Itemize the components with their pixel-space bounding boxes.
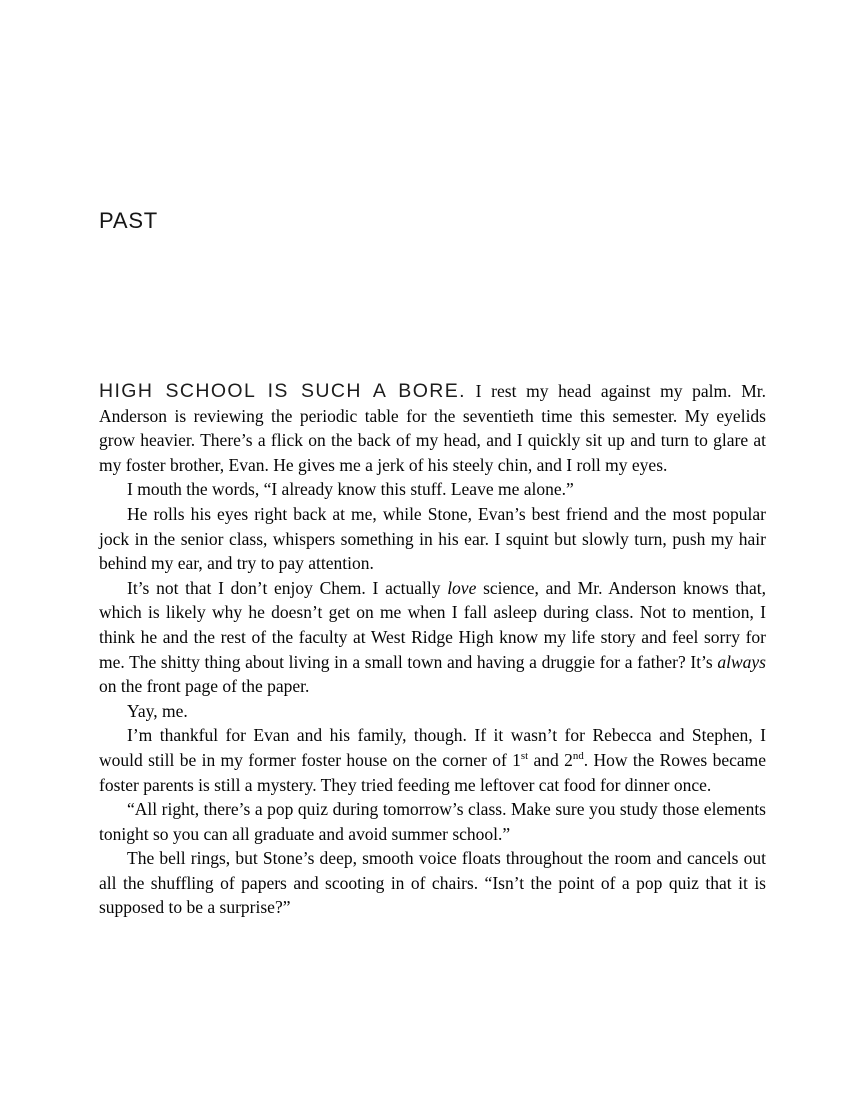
chapter-opener-run-in: HIGH SCHOOL IS SUCH A BORE. <box>99 380 466 402</box>
paragraph <box>99 576 766 699</box>
text-run: He rolls his eyes right back at me, while Stone, Evan’s best friend and the most popular jock in the senior class, whispers something in his ear. I squint but slowly turn, push my hair behind my ear, and try to pay attention. <box>99 503 766 574</box>
paragraph <box>99 699 766 724</box>
text-run: I rest my head against my palm. Mr. Anderson is reviewing the periodic table for the seventieth time this semester. My eyelids grow heavier. There’s a flick on the back of my head, and I quickly sit up and turn to glare at my foster brother, Evan. He gives me a jerk of his steely chin, and I roll my eyes. <box>99 381 767 475</box>
italic-text: always <box>717 651 766 672</box>
text-run: science, and Mr. Anderson knows that, which is likely why he doesn’t get on me when I fall asleep during class. Not to mention, I think he and the rest of the faculty at West Ridge High know my life story and feel sorry for me. The shitty thing about living in a small town and having a druggie for a father? It’s <box>99 577 766 672</box>
superscript-ordinal: st <box>520 750 529 763</box>
text-run: on the front page of the paper. <box>99 676 310 697</box>
paragraph <box>99 477 766 502</box>
paragraph <box>99 797 766 846</box>
paragraph <box>99 846 766 920</box>
superscript-ordinal: nd <box>572 750 584 763</box>
text-run: I mouth the words, “I already know this stuff. Leave me alone.” <box>127 479 574 500</box>
text-run: The bell rings, but Stone’s deep, smooth voice floats throughout the room and cancels out all the shuffling of papers and scooting in of chairs. “Isn’t the point of a pop quiz that it is supposed to be a surprise?” <box>99 848 766 918</box>
paragraph <box>99 502 766 576</box>
body-text <box>99 379 766 920</box>
chapter-heading: PAST <box>99 208 159 233</box>
paragraph <box>99 379 766 477</box>
text-run: It’s not that I don’t enjoy Chem. I actually <box>127 577 448 598</box>
text-run: Yay, me. <box>127 700 188 721</box>
text-run: “All right, there’s a pop quiz during tomorrow’s class. Make sure you study those elements tonight so you can all graduate and avoid summer school.” <box>99 799 766 844</box>
italic-text: love <box>447 577 477 598</box>
paragraph <box>99 723 766 797</box>
text-run: I’m thankful for Evan and his family, though. If it wasn’t for Rebecca and Stephen, I would still be in my former foster house on the corner of 1 <box>99 725 766 770</box>
text-run: . How the Rowes became foster parents is still a mystery. They tried feeding me leftover cat food for dinner once. <box>99 749 766 795</box>
text-run: and 2 <box>528 749 573 770</box>
